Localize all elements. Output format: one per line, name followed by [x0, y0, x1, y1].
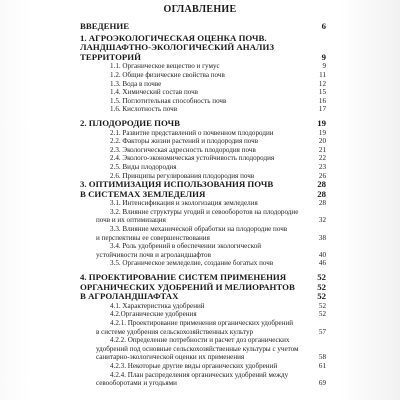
- toc-entry-label: 1.1. Органическое вещество и гумус: [110, 62, 220, 71]
- toc-entry-label: ВВЕДЕНИЕ: [80, 21, 130, 31]
- toc-entry-page: 57: [318, 327, 326, 336]
- toc-entry[interactable]: [80, 146, 326, 155]
- toc-entry-label: 1.4. Химический состав почв: [110, 88, 199, 97]
- toc-entry-cont[interactable]: [80, 234, 326, 243]
- toc-entry-page: 15: [318, 88, 326, 97]
- toc-chapter-3-cont[interactable]: [80, 190, 326, 200]
- toc-entry[interactable]: [80, 105, 326, 114]
- toc-title: ОГЛАВЛЕНИЕ: [163, 4, 237, 15]
- toc-entry-cont[interactable]: [80, 216, 326, 225]
- toc-chapter-4-cont[interactable]: [80, 292, 326, 302]
- toc-entry-cont[interactable]: [80, 353, 326, 362]
- chapter-title-line: 4. ПРОЕКТИРОВАНИЕ СИСТЕМ ПРИМЕНЕНИЯ: [80, 272, 287, 283]
- toc-entry-label: 4.2.2. Определение потребности и расчет доз органических: [110, 336, 290, 345]
- toc-entry-label: 3.3. Влияние механической обработки на плодородие почв: [110, 225, 288, 234]
- toc-entry[interactable]: [80, 199, 326, 208]
- toc-entry-label: 1.3. Вода в почве: [110, 79, 162, 88]
- toc-entry-page: 32: [318, 216, 326, 225]
- toc-entry-page: 19: [317, 117, 326, 128]
- toc-entry[interactable]: [80, 371, 326, 380]
- toc-entry[interactable]: [80, 129, 326, 138]
- toc-entry-page: 26: [318, 171, 326, 180]
- toc-entry-label: 1.2. Общие физические свойства почв: [110, 70, 225, 79]
- toc-entry-page: 20: [318, 137, 326, 146]
- toc-entry-page: 52: [317, 272, 326, 283]
- toc-entry-cont[interactable]: [80, 328, 326, 337]
- toc-entry-label: устойчивости почв и агроландшафтов: [96, 250, 211, 259]
- toc-entry-cont[interactable]: [80, 345, 326, 354]
- toc-entry-page: 19: [318, 128, 326, 137]
- toc-entry-page: 46: [318, 259, 326, 268]
- toc-entry[interactable]: [80, 97, 326, 106]
- toc-entry-page: 11: [319, 70, 326, 79]
- toc-entry-page: 52: [318, 310, 326, 319]
- toc-entry[interactable]: [80, 154, 326, 163]
- chapter-title-line: В АГРОЛАНДШАФТАХ: [80, 291, 179, 302]
- toc-entry-label: 2.3. Экологическая адресность плодородия почв: [110, 145, 256, 154]
- toc-entry-cont[interactable]: [80, 251, 326, 260]
- toc-entry[interactable]: [80, 302, 326, 311]
- toc-entry-label: 2.6. Принципы регулирования плодородия почв: [110, 171, 255, 180]
- chapter-title-line: ЛАНДШАФТНО-ЭКОЛОГИЧЕСКИЙ АНАЛИЗ ТЕРРИТОРИЙ: [80, 42, 274, 62]
- toc-entry-page: 69: [318, 379, 326, 388]
- table-of-contents: [80, 22, 326, 388]
- toc-entry[interactable]: [80, 319, 326, 328]
- toc-entry-label: 2.2. Факторы жизни растений и плодородия почв: [110, 137, 259, 146]
- toc-entry-page: 12: [318, 79, 326, 88]
- toc-entry-intro[interactable]: [80, 22, 326, 32]
- toc-entry[interactable]: [80, 225, 326, 234]
- toc-entry-page: 21: [318, 145, 326, 154]
- toc-entry-label: удобрений под основные сельскохозяйственные культуры с учетом: [96, 344, 299, 353]
- toc-entry-label: 4.1. Характеристика удобрений: [110, 301, 205, 310]
- toc-entry[interactable]: [80, 137, 326, 146]
- toc-entry-label: санитарно-экологической оценки их применения: [96, 353, 245, 362]
- toc-entry-label: 3.2. Влияние структуры угодий и севооборотов на плодородие: [110, 207, 299, 216]
- toc-entry-page: 28: [317, 179, 326, 190]
- toc-entry-label: почв и их оптимизация: [96, 216, 166, 225]
- toc-entry-label: 1.6. Кислотность почв: [110, 105, 178, 114]
- toc-entry[interactable]: [80, 310, 326, 319]
- toc-entry-label: и перспективы ее совершенствования: [96, 233, 210, 242]
- chapter-title-line: ОРГАНИЧЕСКИХ УДОБРЕНИЙ И МЕЛИОРАНТОВ: [80, 281, 295, 292]
- toc-entry[interactable]: [80, 80, 326, 89]
- chapter-title-line: В СИСТЕМАХ ЗЕМЛЕДЕЛИЯ: [80, 188, 206, 199]
- toc-entry-page: 52: [317, 291, 326, 302]
- toc-entry[interactable]: [80, 259, 326, 268]
- toc-entry-label: 2.5. Виды плодородия: [110, 162, 177, 171]
- toc-entry-page: 38: [318, 233, 326, 242]
- chapter-title-line: 2. ПЛОДОРОДИЕ ПОЧВ: [80, 117, 180, 128]
- toc-entry[interactable]: [80, 336, 326, 345]
- toc-entry[interactable]: [80, 62, 326, 71]
- toc-entry-label: 3.4. Роль удобрений в обеспечении экологической: [110, 242, 262, 251]
- toc-entry-label: в системе удобрения сельскохозяйственных культур: [96, 327, 254, 336]
- toc-entry-label: 4.2.3. Некоторые другие виды органических удобрений: [110, 361, 278, 370]
- toc-entry[interactable]: [80, 71, 326, 80]
- toc-entry-page: 17: [318, 105, 326, 114]
- toc-entry-page: 52: [318, 301, 326, 310]
- toc-entry-label: 2.4. Эколого-экономическая устойчивость плодородия: [110, 154, 275, 163]
- toc-entry-page: 9: [321, 51, 326, 62]
- toc-entry-label: 3.5. Органическое земледелие, создание богатых почв: [110, 259, 274, 268]
- toc-entry-label: 4.2.4. План распределения органических удобрений между: [110, 370, 289, 379]
- toc-entry-page: 23: [318, 162, 326, 171]
- toc-entry-page: 28: [318, 199, 326, 208]
- toc-entry-page: 22: [318, 154, 326, 163]
- toc-entry-label: 4.2.1. Проектирование применения органических удобрений: [110, 319, 294, 327]
- toc-entry-label: севооборотами и угодьями: [96, 379, 177, 388]
- toc-entry-label: 4.2.Органические удобрения: [110, 310, 197, 319]
- chapter-title-line: 1. АГРОЭКОЛОГИЧЕСКАЯ ОЦЕНКА ПОЧВ.: [80, 32, 267, 43]
- toc-entry-label: 2.1. Развитие представлений о почвенном плодородии: [110, 128, 274, 137]
- toc-chapter-1-cont[interactable]: [80, 43, 326, 62]
- toc-entry[interactable]: [80, 208, 326, 217]
- toc-chapter-2[interactable]: [80, 119, 326, 129]
- toc-entry-page: 28: [317, 188, 326, 199]
- toc-entry-page: 61: [318, 361, 326, 370]
- chapter-title-line: 3. ОПТИМИЗАЦИЯ ИСПОЛЬЗОВАНИЯ ПОЧВ: [80, 179, 274, 190]
- toc-entry-label: 1.5. Поглотительная способность почв: [110, 96, 227, 105]
- toc-entry[interactable]: [80, 163, 326, 172]
- toc-entry-label: 3.1. Интенсификация и экологизация земледелия: [110, 199, 258, 208]
- toc-entry[interactable]: [80, 362, 326, 371]
- toc-entry-page: 16: [318, 96, 326, 105]
- toc-entry-cont[interactable]: [80, 379, 326, 388]
- toc-entry[interactable]: [80, 242, 326, 251]
- toc-entry-page: 52: [317, 281, 326, 292]
- toc-entry-page: 6: [321, 21, 326, 31]
- toc-entry-page: 9: [322, 62, 326, 71]
- toc-entry[interactable]: [80, 88, 326, 97]
- toc-entry-page: 58: [318, 353, 326, 362]
- toc-entry-page: 40: [318, 250, 326, 259]
